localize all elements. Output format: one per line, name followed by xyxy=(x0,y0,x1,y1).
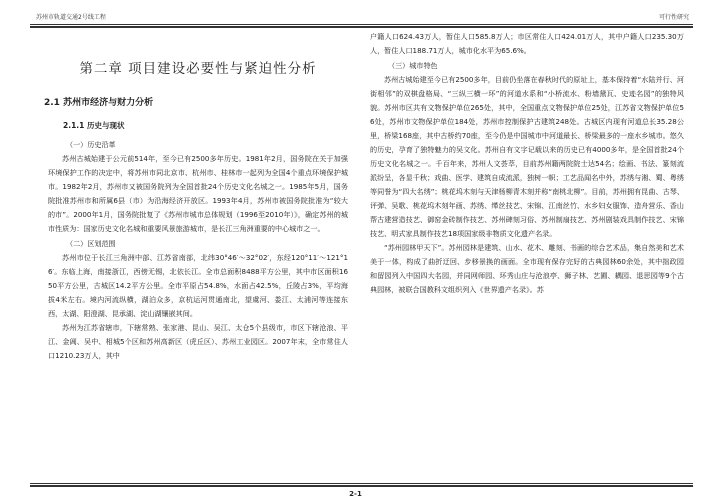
sub-heading-region: （二）区划范围 xyxy=(66,239,116,248)
header-rule-thick xyxy=(30,26,693,28)
header-rule xyxy=(30,24,693,25)
sub-heading-features: （三）城市特色 xyxy=(388,61,438,70)
footer-rule-thick xyxy=(30,485,693,487)
sub-heading-history: （一）历史沿革 xyxy=(66,140,116,149)
chapter-title: 第二章 项目建设必要性与紧迫性分析 xyxy=(79,61,317,77)
paragraph-history: 苏州古城始建于公元前514年，至今已有2500多年历史。1981年2月，国务院在关于加强环境保护工作的决定中，将苏州市同北京市、杭州市、桂林市一起列为全国4个重点环境保护城市。1982年2月，苏州市又被国务院列为全国首批24个历史文化名城之一。1985年5月，国务院批准苏州市和所属6县（市）为沿海经济开放区。1993年4月，苏州市被国务院批准为“较大的市”。2000年1月，国务院批复了《苏州市城市总体规划（1996至2010年）》，确定苏州的城市性质为：国家历史文化名城和重要风景旅游城市，是长江三角洲重要的中心城市之一。 xyxy=(48,154,348,233)
right-column xyxy=(370,30,684,297)
paragraph-city-features: 苏州古城始建至今已有2500多年，目前仍坐落在春秋时代的原址上，基本保持着“水陆并行、河街相邻”的双棋盘格局、“三纵三横一环”的河道水系和“小桥流水、粉墙黛瓦、史迹名园”的独特风貌。苏州市区共有文物保护单位265处，其中，全国重点文物保护单位25处，江苏省文物保护单位56处，苏州市文物保护单位184处，苏州市控制保护古建筑248处。古城区内现有河道总长35.28公里，桥梁168座，其中古桥约70座，至今仍是中国城市中河道最长、桥梁最多的一座水乡城市。悠久的历史，孕育了独特魅力的吴文化。苏州自有文字记载以来的历史已有4000多年，是全国首批24个历史文化名城之一。千百年来，苏州人文荟萃，目前苏州籍两院院士达54名；绘画、书法、篆刻流派纷呈，各显千秋；戏曲、医学、建筑自成流派，独树一帜；工艺品闻名中外，苏绣与湘、蜀、粤绣等同誉为“四大名绣”；桃花坞木刻与天津杨柳青木刻并称“南桃北柳”。目前，苏州拥有昆曲、古琴、评弹、吴歌、桃花坞木刻年画、苏绣、缂丝技艺、宋锦、江南丝竹、水乡妇女服饰、造舟营乐、香山帮古建营造技艺、御窑金砖制作技艺、苏州碑刻习俗、苏州制扇技艺、苏州剧装戏具制作技艺、宋锦技艺、明式家具制作技艺18项国家级非物质文化遗产名录。 xyxy=(370,75,684,238)
left-column xyxy=(44,30,348,363)
subsection-title: 2.1.1 历史与现状 xyxy=(63,121,125,130)
paragraph-gardens: “苏州园林甲天下”。苏州园林是建筑、山水、花木、雕刻、书画的综合艺术品，集自然美和艺术美于一体，构成了曲折迂回、步移景换的画面。全市现有保存完好的古典园林60余处，其中拙政园和留园列入中国四大名园，并同网师园、环秀山庄与沧浪亭、狮子林、艺圃、耦园、退思园等9个古典园林，被联合国教科文组织列入《世界遗产名录》。苏 xyxy=(370,243,684,294)
footer-rule xyxy=(30,483,693,484)
running-header-title: 苏州市轨道交通2号线工程 xyxy=(36,14,106,21)
running-header-doctype: 可行性研究 xyxy=(658,14,689,21)
paragraph-administration: 苏州为江苏省辖市，下辖常熟、张家港、昆山、吴江、太仓5个县级市，市区下辖沧浪、平江、金阊、吴中、相城5个区和苏州高新区（虎丘区）、苏州工业园区。2007年末，全市常住人口1210.23万人，其中 xyxy=(48,323,348,360)
page-number: 2-1 xyxy=(349,490,362,498)
section-title: 2.1 苏州市经济与财力分析 xyxy=(44,98,154,108)
paragraph-region: 苏州市位于长江三角洲中部、江苏省南部，北纬30°46′～32°02′，东经120°11′～121°16′。东临上海，南接浙江，西傍无锡，北依长江。全市总面积8488平方公里，其中市区面积1650平方公里，古城区14.2平方公里。全市平原占54.8%，水面占42.5%，丘陵占3%，平均海拔4米左右。境内河流纵横，湖泊众多，京杭运河贯通南北，望虞河、娄江、太浦河等连接东西，太湖、阳澄湖、昆承湖、淀山湖镶嵌其间。 xyxy=(48,253,348,318)
paragraph-population-cont: 户籍人口624.43万人，暂住人口585.8万人；市区常住人口424.01万人，其中户籍人口235.30万人，暂住人口188.71万人，城市化水平为65.6%。 xyxy=(370,32,684,55)
